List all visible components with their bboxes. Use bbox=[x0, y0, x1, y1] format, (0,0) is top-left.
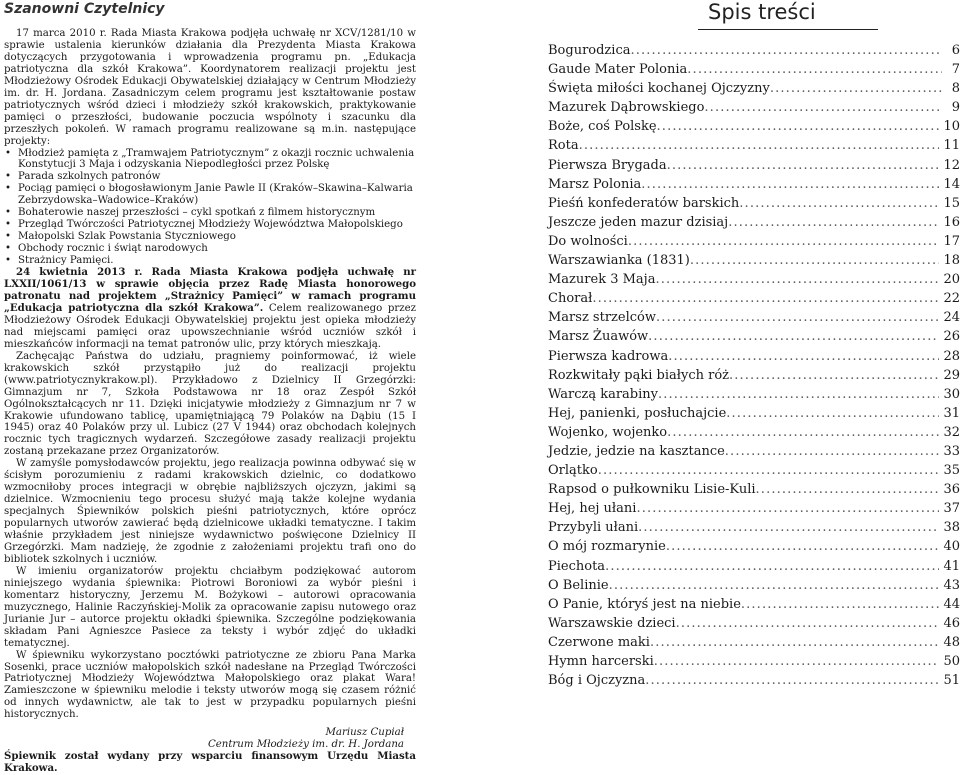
toc-leader-dots bbox=[676, 614, 940, 633]
toc-entry-page: 50 bbox=[943, 654, 960, 669]
toc-entry[interactable] bbox=[548, 327, 960, 346]
project-item: • Parada szkolnych patronów bbox=[4, 171, 416, 183]
toc-leader-dots bbox=[638, 518, 939, 537]
toc-entry-title: Święta miłości kochanej Ojczyzny bbox=[548, 81, 770, 97]
intro-paragraph: 17 marca 2010 r. Rada Miasta Krakowa podjęła uchwałę nr XCV/1281/10 w sprawie ustalenia kierunków działania dla Prezydenta Miasta Krakowa dotyczących przygotowania i wprowadzenia programu pn. „Edukacja patriotyczna dla szkół Krakowa”. Koordynatorem realizacji projektu jest Młodzieżowy Ośrodek Edukacji Obywatelskiej działający w Centrum Młodzieży im. dr. H. Jordana. Zasadniczym celem programu jest kształtowanie postaw patriotycznych wśród dzieci i młodzieży szkół krakowskich, praktykowanie pamięci o przeszłości, budowanie poczucia wspólnoty i szacunku dla przeszłych pokoleń. W ramach programu realizowane są m.in. następujące projekty: bbox=[4, 28, 416, 147]
toc-entry[interactable] bbox=[548, 442, 960, 461]
toc-entry-page: 8 bbox=[951, 81, 960, 97]
toc-leader-dots bbox=[687, 60, 942, 79]
project-item: • Małopolski Szlak Powstania Styczniowego bbox=[4, 231, 416, 243]
toc-entry[interactable] bbox=[548, 213, 960, 232]
toc-leader-dots bbox=[645, 671, 939, 690]
toc-entry-page: 20 bbox=[943, 272, 960, 288]
toc-entry[interactable] bbox=[548, 671, 960, 690]
toc-entry-page: 29 bbox=[943, 367, 960, 383]
toc-entry-title: Piechota bbox=[548, 558, 606, 574]
intro-heading: Szanowni Czytelnicy bbox=[4, 1, 165, 17]
toc-entry[interactable] bbox=[548, 194, 960, 213]
toc-entry-title: Marsz strzelców bbox=[548, 310, 656, 326]
toc-entry-page: 24 bbox=[943, 310, 960, 326]
toc-leader-dots bbox=[667, 423, 939, 442]
project-item: • Przegląd Twórczości Patriotycznej Młodzieży Województwa Małopolskiego bbox=[4, 219, 416, 231]
toc-entry-title: Rapsod o pułkowniku Lisie-Kuli bbox=[548, 482, 756, 498]
toc-leader-dots bbox=[628, 232, 940, 251]
toc-leader-dots bbox=[667, 156, 940, 175]
toc-entry[interactable] bbox=[548, 308, 960, 327]
funding-note: Śpiewnik został wydany przy wsparciu finansowym Urzędu Miasta Krakowa. bbox=[4, 750, 416, 775]
toc-entry-title: Hej, hej ułani bbox=[548, 501, 637, 517]
toc-leader-dots bbox=[658, 385, 939, 404]
toc-entry-title: Wojenko, wojenko bbox=[548, 424, 668, 440]
toc-entry-page: 44 bbox=[943, 596, 960, 612]
toc-leader-dots bbox=[666, 537, 940, 556]
toc-leader-dots bbox=[598, 461, 940, 480]
toc-entry-page: 48 bbox=[943, 634, 960, 650]
toc-leader-dots bbox=[654, 652, 940, 671]
toc-entry-page: 40 bbox=[943, 539, 960, 555]
toc-entry[interactable] bbox=[548, 385, 960, 404]
toc-entry-title: Przybyli ułani bbox=[548, 520, 639, 536]
toc-entry-title: Bogurodzica bbox=[548, 43, 631, 58]
resolution-bold-text: 24 kwietnia 2013 r. Rada Miasta Krakowa podjęła uchwałę nr LXXII/1061/13 w sprawie objęcia przez Radę Miasta honorowego patronatu nad projektem „Strażnicy Pamięci” w ramach programu „Edukacja patriotyczna dla szkół Krakowa”. bbox=[4, 266, 416, 314]
toc-entry[interactable] bbox=[548, 576, 960, 595]
project-item: • Bohaterowie naszej przeszłości – cykl spotkań z filmem historycznym bbox=[4, 207, 416, 219]
resolution-text: Celem realizowanego przez Młodzieżowy Ośrodek Edukacji Obywatelskiej projektu jest opieka młodzieży nad miejscami pamięci oraz upowszechnianie wśród uczniów szkół i mieszkańców informacji na temat patronów ulic, przy których mieszkają. bbox=[4, 302, 416, 350]
toc-entry[interactable] bbox=[548, 98, 960, 117]
projects-list bbox=[4, 148, 416, 268]
thanks-paragraph: W imieniu organizatorów projektu chciałbym podziękować autorom niniejszego wydania śpiewnika: Piotrowi Boroniowi za wybór pieśni i komentarz historyczny, Jerzemu M. Bożykowi – autorowi opracowania muzycznego, Halinie Raczyńskiej-Molik za opracowanie zapisu nutowego oraz Jurianie Jur – autorce projektu okładki śpiewnika. Szczególne podziękowania składam Pani Agnieszce Pasiece za teksty i wybór zdjęć do układki tematycznej. bbox=[4, 565, 416, 649]
toc-entry[interactable] bbox=[548, 232, 960, 251]
toc-entry-page: 30 bbox=[943, 386, 960, 402]
toc-entry-title: Rota bbox=[548, 138, 579, 154]
toc-leader-dots bbox=[756, 480, 940, 499]
toc-entry[interactable] bbox=[548, 251, 960, 270]
toc-entry-title: Jedzie, jedzie na kasztance bbox=[548, 443, 725, 459]
toc-leader-dots bbox=[729, 366, 939, 385]
toc-entry[interactable] bbox=[548, 557, 960, 576]
toc-leader-dots bbox=[579, 136, 940, 155]
toc-entry-page: 46 bbox=[943, 615, 960, 631]
toc-entry-title: Jeszcze jeden mazur dzisiaj bbox=[548, 214, 729, 230]
toc-leader-dots bbox=[630, 41, 942, 60]
toc-entry-page: 14 bbox=[943, 176, 960, 192]
toc-leader-dots bbox=[605, 557, 939, 576]
toc-list bbox=[548, 41, 960, 690]
toc-entry-page: 32 bbox=[943, 424, 960, 440]
toc-entry-title: Warszawskie dzieci bbox=[548, 615, 676, 631]
toc-leader-dots bbox=[668, 347, 939, 366]
toc-entry[interactable] bbox=[548, 633, 960, 652]
toc-entry-page: 17 bbox=[943, 233, 960, 249]
project-item: • Młodzież pamięta z „Tramwajem Patriotycznym” z okazji rocznic uchwalenia Konstytucji 3 Maja i odzyskania Niepodległości przez Polskę bbox=[4, 148, 416, 172]
toc-entry-page: 51 bbox=[943, 673, 960, 689]
toc-entry[interactable] bbox=[548, 79, 960, 98]
toc-entry-page: 22 bbox=[943, 291, 960, 307]
toc-entry-page: 11 bbox=[943, 138, 960, 154]
project-item: • Pociąg pamięci o błogosławionym Janie Pawle II (Kraków–Skawina–Kalwaria Zebrzydowska–Wadowice–Kraków) bbox=[4, 183, 416, 207]
toc-leader-dots bbox=[741, 595, 940, 614]
toc-title: Spis treści bbox=[708, 0, 816, 24]
toc-entry[interactable] bbox=[548, 136, 960, 155]
toc-entry[interactable] bbox=[548, 423, 960, 442]
toc-leader-dots bbox=[650, 633, 939, 652]
resolution-paragraph bbox=[4, 267, 416, 351]
toc-entry[interactable] bbox=[548, 595, 960, 614]
toc-entry-page: 9 bbox=[951, 100, 960, 116]
project-item: • Strażnicy Pamięci. bbox=[4, 255, 416, 267]
project-item: • Obchody rocznic i świąt narodowych bbox=[4, 243, 416, 255]
table-of-contents bbox=[548, 0, 960, 689]
signature bbox=[4, 727, 416, 751]
signature-org: Centrum Młodzieży im. dr. H. Jordana bbox=[207, 739, 404, 751]
toc-entry-title: Bóg i Ojczyzna bbox=[548, 673, 646, 689]
toc-entry[interactable] bbox=[548, 518, 960, 537]
toc-entry[interactable] bbox=[548, 404, 960, 423]
toc-entry[interactable] bbox=[548, 156, 960, 175]
toc-entry[interactable] bbox=[548, 41, 960, 60]
toc-entry[interactable] bbox=[548, 117, 960, 136]
districts-paragraph: W zamyśle pomysłodawców projektu, jego realizacja powinna odbywać się w ścisłym porozumieniu z radami krakowskich dzielnic, co dodatkowo wzmocniłoby proces integracji w obrębie najbliższych ojczyzn, jakimi są dzielnice. Wzmocnieniu tego procesu służyć mają także kolejne wydania specjalnych Śpiewników polskich pieśni patriotycznych, które oprócz popularnych utworów zawierać będą dzielnicowe układki tematyczne. I takim właśnie przykładem jest niniejsze wydawnictwo poświęcone Dzielnicy II Grzegórzki. Mam nadzieję, że zgodnie z założeniami projektu trafi ono do bibliotek szkolnych i uczniów. bbox=[4, 458, 416, 565]
toc-entry-page: 18 bbox=[943, 253, 960, 269]
toc-entry-title: O mój rozmarynie bbox=[548, 539, 666, 555]
toc-entry-page: 7 bbox=[951, 62, 960, 78]
toc-entry-page: 26 bbox=[943, 329, 960, 345]
toc-entry[interactable] bbox=[548, 499, 960, 518]
toc-entry-page: 37 bbox=[943, 501, 960, 517]
toc-entry-page: 43 bbox=[943, 577, 960, 593]
toc-entry-page: 10 bbox=[943, 119, 960, 135]
toc-entry[interactable] bbox=[548, 614, 960, 633]
toc-entry[interactable] bbox=[548, 60, 960, 79]
toc-leader-dots bbox=[657, 117, 940, 136]
toc-entry-page: 31 bbox=[943, 405, 960, 421]
toc-leader-dots bbox=[609, 576, 940, 595]
toc-entry-title: Marsz Żuawów bbox=[548, 329, 649, 345]
toc-leader-dots bbox=[656, 308, 939, 327]
toc-entry-title: Chorał bbox=[548, 291, 593, 307]
toc-entry-page: 33 bbox=[943, 443, 960, 459]
toc-entry-title: Pierwsza Brygada bbox=[548, 157, 667, 173]
toc-leader-dots bbox=[655, 270, 939, 289]
toc-entry[interactable] bbox=[548, 270, 960, 289]
toc-leader-dots bbox=[728, 213, 939, 232]
signature-name: Mariusz Cupiał bbox=[325, 727, 404, 739]
toc-entry-title: O Belinie bbox=[548, 577, 609, 593]
toc-entry-title: Gaude Mater Polonia bbox=[548, 62, 688, 78]
toc-entry-title: Warczą karabiny bbox=[548, 386, 658, 402]
toc-entry[interactable] bbox=[548, 289, 960, 308]
toc-entry-title: Hymn harcerski bbox=[548, 654, 654, 669]
toc-entry-title: Mazurek 3 Maja bbox=[548, 272, 656, 288]
toc-entry-title: Marsz Polonia bbox=[548, 176, 642, 192]
toc-entry[interactable] bbox=[548, 175, 960, 194]
toc-leader-dots bbox=[636, 499, 939, 518]
toc-entry-page: 16 bbox=[943, 214, 960, 230]
toc-entry-page: 28 bbox=[943, 348, 960, 364]
toc-entry-title: Do wolności bbox=[548, 233, 628, 249]
toc-entry-page: 12 bbox=[943, 157, 960, 173]
toc-entry[interactable] bbox=[548, 652, 960, 671]
intro-column bbox=[4, 0, 416, 775]
toc-entry-title: Orlątko bbox=[548, 463, 598, 479]
toc-entry-page: 36 bbox=[943, 482, 960, 498]
toc-entry-title: Warszawianka (1831) bbox=[548, 253, 690, 269]
toc-entry-title: Pieśń konfederatów barskich bbox=[548, 195, 740, 211]
toc-leader-dots bbox=[641, 175, 939, 194]
participation-paragraph: Zachęcając Państwa do udziału, pragniemy poinformować, iż wiele krakowskich szkół przystąpiło już do realizacji projektu (www.patriotycznykrakow.pl). Przykładowo z Dzielnicy II Grzegórzki: Gimnazjum nr 7, Szkoła Podstawowa nr 18 oraz Zespół Szkół Ogólnokształcących nr 11. Dzięki inicjatywie młodzieży z Gimnazjum nr 7 w Krakowie ufundowano tablicę, upamiętniającą 79 Polaków na Dąbiu (15 I 1945) oraz 40 Polaków przy ul. Lubicz (27 V 1944) oraz obchodach kolejnych rocznic tych tragicznych wydarzeń. Szczegółowe zasady realizacji projektu zostaną przekazane przez Organizatorów. bbox=[4, 350, 416, 458]
toc-entry-page: 38 bbox=[943, 520, 960, 536]
toc-entry[interactable] bbox=[548, 480, 960, 499]
toc-leader-dots bbox=[648, 327, 939, 346]
toc-entry-title: Boże, coś Polskę bbox=[548, 119, 657, 135]
toc-entry[interactable] bbox=[548, 461, 960, 480]
toc-leader-dots bbox=[704, 98, 942, 117]
toc-entry-title: Pierwsza kadrowa bbox=[548, 348, 669, 364]
toc-entry-title: Hej, panienki, posłuchajcie bbox=[548, 405, 727, 421]
toc-leader-dots bbox=[726, 404, 939, 423]
toc-leader-dots bbox=[725, 442, 940, 461]
toc-leader-dots bbox=[770, 79, 942, 98]
toc-entry-title: O Panie, któryś jest na niebie bbox=[548, 596, 741, 612]
toc-entry-page: 6 bbox=[951, 43, 960, 58]
sources-paragraph: W śpiewniku wykorzystano pocztówki patriotyczne ze zbioru Pana Marka Sosenki, prace uczniów małopolskich szkół nadesłane na Przegląd Twórczości Patriotycznej Młodzieży Województwa Małopolskiego oraz plakat Wara! Zamieszczone w śpiewniku melodie i teksty utworów mogą się czasem różnić od innych wydawnictw, ale tak to jest w przypadku popularnych pieśni historycznych. bbox=[4, 649, 416, 721]
toc-entry-title: Mazurek Dąbrowskiego bbox=[548, 100, 705, 116]
toc-entry-page: 41 bbox=[943, 558, 960, 574]
toc-entry[interactable] bbox=[548, 366, 960, 385]
toc-entry-title: Rozkwitały pąki białych róż bbox=[548, 367, 729, 383]
toc-leader-dots bbox=[739, 194, 939, 213]
toc-entry-title: Czerwone maki bbox=[548, 634, 650, 650]
toc-entry[interactable] bbox=[548, 347, 960, 366]
toc-leader-dots bbox=[592, 289, 939, 308]
toc-entry-page: 15 bbox=[943, 195, 960, 211]
toc-entry[interactable] bbox=[548, 537, 960, 556]
toc-entry-page: 35 bbox=[943, 463, 960, 479]
toc-leader-dots bbox=[690, 251, 940, 270]
